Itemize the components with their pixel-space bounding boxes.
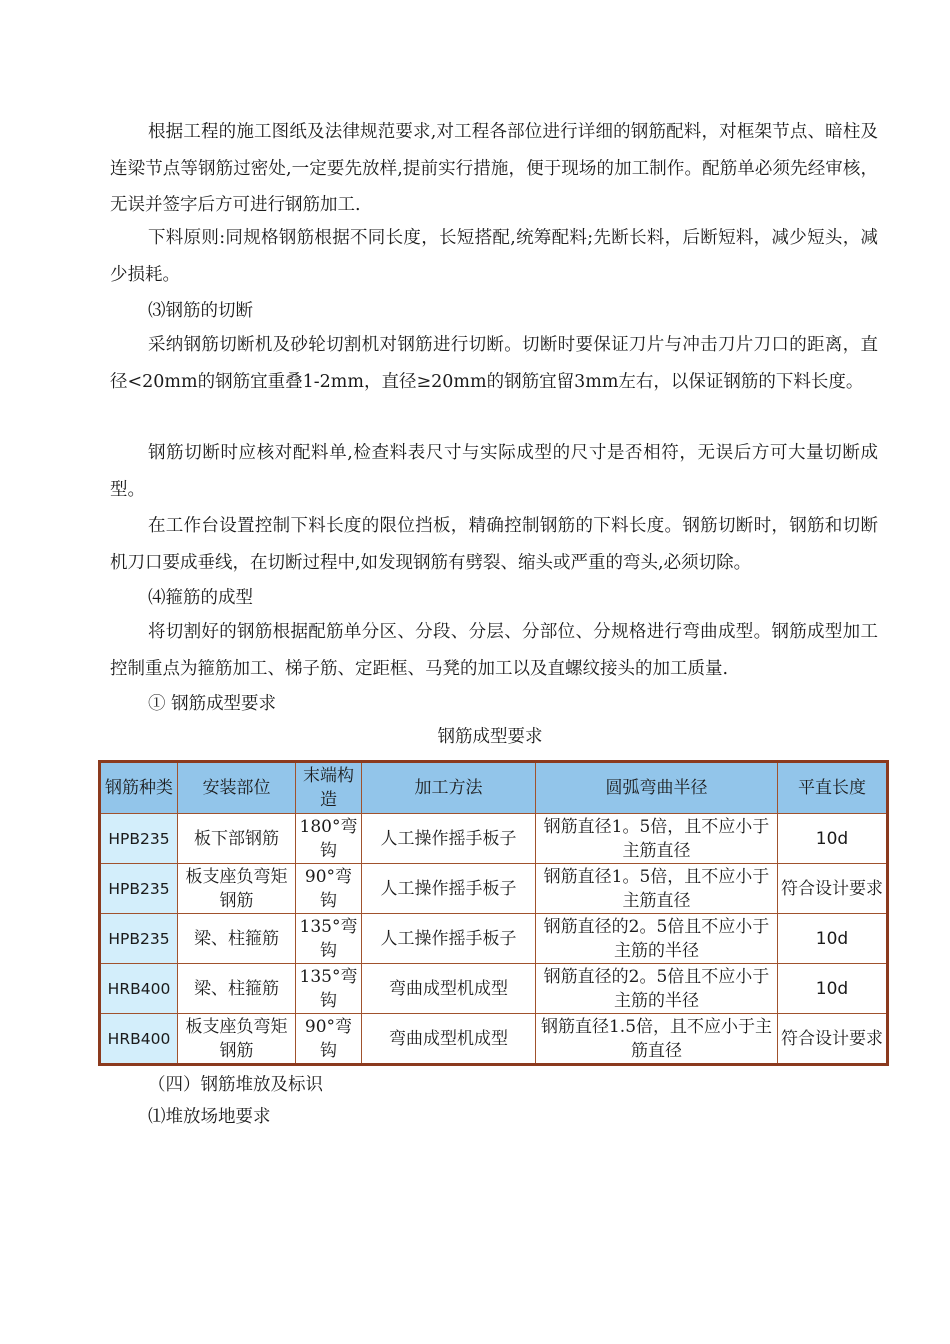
cell-bend-radius: 钢筋直径的2。5倍且不应小于主筋的半径 xyxy=(536,964,778,1014)
cell-method: 弯曲成型机成型 xyxy=(362,964,536,1014)
heading-forming-requirements: ① 钢筋成型要求 xyxy=(148,694,277,714)
header-grade: 钢筋种类 xyxy=(100,762,178,814)
paragraph-rebar-batching: 根据工程的施工图纸及法律规范要求,对工程各部位进行详细的钢筋配料，对框架节点、暗柱及连梁节点等钢筋过密处,一定要先放样,提前实行措施，便于现场的加工制作。配筋单必须先经审核，无误并签字后方可进行钢筋加工. xyxy=(110,122,878,215)
forming-requirements-table xyxy=(98,760,889,1066)
paragraph-cutting-method: 采纳钢筋切断机及砂轮切割机对钢筋进行切断。切断时要保证刀片与冲击刀片刀口的距离，直径<20mm的钢筋宜重叠1-2mm，直径≥20mm的钢筋宜留3mm左右，以保证钢筋的下料长度。 xyxy=(110,335,878,392)
heading-rebar-cutting: ⑶钢筋的切断 xyxy=(148,301,253,321)
header-end-form: 末端构造 xyxy=(296,762,362,814)
cell-end-form: 135°弯钩 xyxy=(296,914,362,964)
table-row xyxy=(100,1014,888,1065)
cell-end-form: 180°弯钩 xyxy=(296,814,362,864)
paragraph-cutting-principle: 下料原则:同规格钢筋根据不同长度，长短搭配,统筹配料;先断长料，后断短料，减少短头，减少损耗。 xyxy=(110,228,878,285)
cell-straight-length: 10d xyxy=(778,814,888,864)
cell-bend-radius: 钢筋直径1。5倍，且不应小于主筋直径 xyxy=(536,814,778,864)
cell-straight-length: 符合设计要求 xyxy=(778,864,888,914)
cell-grade: HRB400 xyxy=(100,1014,178,1065)
cell-bend-radius: 钢筋直径1.5倍，且不应小于主筋直径 xyxy=(536,1014,778,1065)
cell-location: 板支座负弯矩钢筋 xyxy=(178,864,296,914)
cell-grade: HPB235 xyxy=(100,914,178,964)
cell-bend-radius: 钢筋直径1。5倍，且不应小于主筋直径 xyxy=(536,864,778,914)
heading-storage-site-requirements: ⑴堆放场地要求 xyxy=(148,1107,271,1127)
paragraph-forming-process: 将切割好的钢筋根据配筋单分区、分段、分层、分部位、分规格进行弯曲成型。钢筋成型加工控制重点为箍筋加工、梯子筋、定距框、马凳的加工以及直螺纹接头的加工质量. xyxy=(110,622,878,679)
table-row xyxy=(100,914,888,964)
cell-grade: HRB400 xyxy=(100,964,178,1014)
cell-bend-radius: 钢筋直径的2。5倍且不应小于主筋的半径 xyxy=(536,914,778,964)
cell-grade: HPB235 xyxy=(100,814,178,864)
header-straight-length: 平直长度 xyxy=(778,762,888,814)
header-bend-radius: 圆弧弯曲半径 xyxy=(536,762,778,814)
cell-end-form: 135°弯钩 xyxy=(296,964,362,1014)
table-row xyxy=(100,814,888,864)
cell-grade: HPB235 xyxy=(100,864,178,914)
table-row xyxy=(100,864,888,914)
heading-stirrup-forming: ⑷箍筋的成型 xyxy=(148,588,253,608)
table-header-row xyxy=(100,762,888,814)
header-location: 安装部位 xyxy=(178,762,296,814)
cell-end-form: 90°弯钩 xyxy=(296,864,362,914)
header-method: 加工方法 xyxy=(362,762,536,814)
cell-straight-length: 10d xyxy=(778,964,888,1014)
cell-method: 人工操作摇手板子 xyxy=(362,814,536,864)
cell-method: 人工操作摇手板子 xyxy=(362,914,536,964)
cell-location: 板支座负弯矩钢筋 xyxy=(178,1014,296,1065)
cell-location: 梁、柱箍筋 xyxy=(178,914,296,964)
paragraph-cutting-stop: 在工作台设置控制下料长度的限位挡板，精确控制钢筋的下料长度。钢筋切断时，钢筋和切断机刀口要成垂线，在切断过程中,如发现钢筋有劈裂、缩头或严重的弯头,必须切除。 xyxy=(110,516,878,573)
cell-method: 弯曲成型机成型 xyxy=(362,1014,536,1065)
cell-end-form: 90°弯钩 xyxy=(296,1014,362,1065)
cell-location: 板下部钢筋 xyxy=(178,814,296,864)
cell-method: 人工操作摇手板子 xyxy=(362,864,536,914)
cell-location: 梁、柱箍筋 xyxy=(178,964,296,1014)
table-row xyxy=(100,964,888,1014)
cell-straight-length: 10d xyxy=(778,914,888,964)
cell-straight-length: 符合设计要求 xyxy=(778,1014,888,1065)
table-caption: 钢筋成型要求 xyxy=(437,727,543,747)
heading-storage-and-labeling: （四）钢筋堆放及标识 xyxy=(148,1075,323,1095)
paragraph-cutting-check: 钢筋切断时应核对配料单,检查料表尺寸与实际成型的尺寸是否相符，无误后方可大量切断成型。 xyxy=(110,443,878,500)
